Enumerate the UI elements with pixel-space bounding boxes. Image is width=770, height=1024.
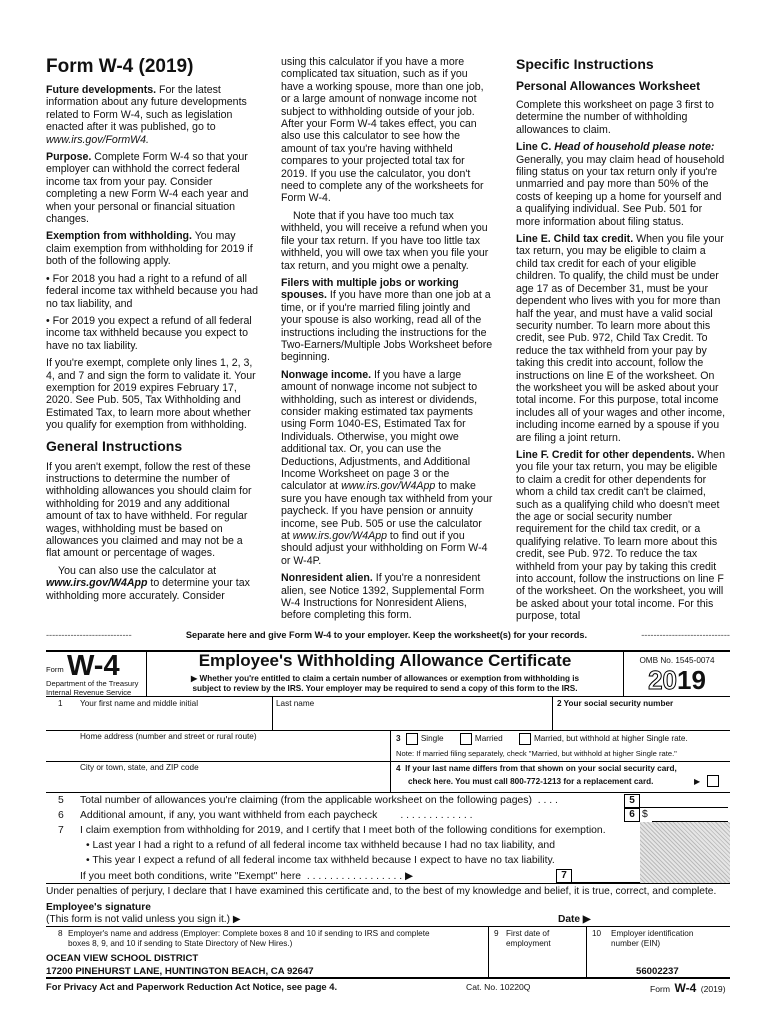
form-number: W-4 — [67, 650, 120, 682]
shaded-area — [640, 822, 730, 883]
line4-divider — [390, 761, 391, 793]
married-checkbox[interactable] — [460, 733, 472, 745]
line-6-box-label: 6 — [624, 808, 640, 822]
line-10-text-2: number (EIN) — [611, 939, 661, 948]
employer-name[interactable]: OCEAN VIEW SCHOOL DISTRICT — [46, 953, 199, 964]
general-instructions-paragraph: If you aren't exempt, follow the rest of these instructions to determine the number of withholding allowances you should claim for withholding for 2019 and any additional amount of tax to have withheld. For regular wages, withholding must be based on allowances you claimed and may not be a flat amount or percentage of wages. — [46, 460, 252, 560]
form-year — [624, 666, 730, 694]
line1-divider — [272, 697, 273, 730]
catalog-number: Cat. No. 10220Q — [466, 982, 531, 992]
instructions-column-1 — [46, 56, 258, 607]
privacy-notice: For Privacy Act and Paperwork Reduction Act Notice, see page 4. — [46, 981, 338, 992]
signature-field[interactable] — [240, 906, 540, 924]
home-address-label: Home address (number and street or rural route) — [80, 732, 257, 741]
filing-status-note: Note: If married filing separately, check "Married, but withhold at higher Single rate." — [396, 749, 677, 758]
worksheet-heading: Personal Allowances Worksheet — [516, 79, 701, 93]
line-8-number: 8 — [58, 929, 63, 938]
w4app-link[interactable]: www.irs.gov/W4App — [46, 577, 148, 590]
line-5-box-label: 5 — [624, 794, 640, 808]
footer-form-id: Form W-4 (2019) — [650, 981, 726, 995]
line-f-paragraph: Line F. Credit for other dependents. When you file your tax return, you may be eligible to claim a credit for other dependents for whom a child tax credit can't be claimed, such as a qualifying child who doesn't meet the age or social security number requirement for the child tax credit, or a qualifying relative. To learn more about this credit, see Pub. 972. To reduce the tax withheld from your pay by taking this credit into account, follow the instructions on line F of the worksheet. On the worksheet, you will be asked about your total income. For this purpose, total — [516, 448, 725, 623]
name-differs-checkbox[interactable] — [707, 775, 719, 787]
line-3-number: 3 — [396, 734, 401, 744]
dollar-sign: $ — [642, 809, 648, 820]
refund-note-paragraph: Note that if you have too much tax withheld, you will receive a refund when you file your tax return. If you have too little tax withheld, you will owe tax when you file your tax return, and you might owe a penalty. — [281, 209, 489, 272]
line3-divider — [390, 730, 391, 762]
line7-bottom-rule — [46, 883, 730, 884]
exemption-bullet-1: • For 2018 you had a right to a refund of all federal income tax withheld because you had no tax liability, and — [46, 272, 259, 310]
additional-amount-field[interactable] — [652, 808, 728, 822]
exemption-bullet-2: • For 2019 you expect a refund of all federal income tax withheld because you expect to have no tax liability. — [46, 314, 252, 352]
calculator-continued-paragraph: using this calculator if you have a more complicated tax situation, such as if you have a working spouse, more than one job, or a large amount of nonwage income not subject to withholding outside of your job. After your Form W-4 takes effect, you can also use this calculator to see how the amount of tax you're having withheld compares to your projected total tax for 2019. If you use the calculator, you don't need to complete any of the worksheets for Form W-4. — [281, 56, 484, 205]
year-bold: 19 — [677, 665, 706, 695]
calculator-paragraph: You can also use the calculator at www.irs.gov/W4App to determine your tax withholding more accurately. Consider — [46, 564, 250, 602]
first-name-label: Your first name and middle initial — [80, 699, 199, 708]
date-label: Date ▶ — [558, 914, 591, 925]
line9-divider — [488, 927, 489, 978]
multiple-jobs-paragraph: Filers with multiple jobs or working spouses. If you have more than one job at a time, or if you're married filing jointly and your spouse is also working, read all of the instructions including the instructions for the Two-Earners/Multiple Jobs Worksheet before beginning. — [281, 276, 493, 364]
exemption-paragraph: Exemption from withholding. You may claim exemption from withholding for 2019 if both of the following apply. — [46, 230, 253, 268]
omb-number: OMB No. 1545-0074 — [639, 656, 715, 665]
line-7-bullet-2: • This year I expect a refund of all federal income tax withheld because I expect to have no tax liability. — [86, 855, 555, 866]
exempt-details-paragraph: If you're exempt, complete only lines 1, 2, 3, 4, and 7 and sign the form to validate it. Your exemption for 2019 expires February 17, 2020. See Pub. 505, Tax Withholding and Estimated Tax, to learn more about whether you qualify for exemption from withholding. — [46, 357, 256, 432]
form-word: Form — [46, 665, 64, 674]
line-8-text-2: boxes 8, 9, and 10 if sending to State Directory of New Hires.) — [68, 939, 293, 948]
line-7-text: I claim exemption from withholding for 2019, and I certify that I meet both of the following conditions for exemption. — [80, 825, 606, 836]
signature-label: Employee's signature — [46, 902, 151, 913]
line-e-paragraph: Line E. Child tax credit. When you file your tax return, you may be eligible to claim a child tax credit for each of your eligible children. To qualify, the child must be under age 17 as of December 31, must be your dependent who lives with you for more than half the year, and must have a valid social security number. To learn more about this credit, see Pub. 972, Child Tax Credit. To reduce the tax withheld from your pay by taking this credit into account, follow the instructions on line E of the worksheet. On the worksheet you will be asked about your total income. For this purpose, total income includes all of your wages and other income, including income earned by a spouse if you are filing a joint return. — [516, 233, 726, 444]
line-1-number: 1 — [58, 699, 63, 708]
instructions-column-3 — [516, 56, 728, 628]
line4-bottom-rule — [46, 792, 730, 793]
department-label: Department of the Treasury — [46, 679, 139, 688]
last-name-field[interactable] — [276, 709, 550, 729]
filing-status-row — [396, 733, 688, 745]
single-label: Single — [420, 734, 444, 744]
line-5-number: 5 — [58, 795, 64, 806]
first-name-field[interactable] — [80, 709, 270, 729]
general-instructions-heading: General Instructions — [46, 437, 183, 454]
line-4-text-2: check here. You must call 800-772-1213 for a replacement card. — [408, 777, 654, 786]
header-bottom-rule — [46, 696, 730, 697]
certificate-subtitle: ▶ Whether you're entitled to claim a certain number of allowances or exemption from withholding is subject to review by the IRS. Your employer may be required to send a copy of this form to the IRS. — [190, 674, 580, 693]
line-9-number: 9 — [494, 929, 499, 938]
married-label: Married — [474, 734, 503, 744]
future-developments-paragraph: Future developments. For the latest information about any future developments related to Form W-4, such as legislation enacted after it was published, go to www.irs.gov/FormW4. — [46, 84, 247, 146]
line-c-paragraph: Line C. Head of household please note: Generally, you may claim head of household filing status on your tax return only if you're unmarried and pay more than 50% of the costs of keeping up a home for yourself and a qualifying individual. See Pub. 501 for more information about filing status. — [516, 141, 725, 228]
city-state-zip-field[interactable] — [80, 773, 386, 791]
line-4-text-1: 4 If your last name differs from that shown on your social security card, — [396, 764, 677, 773]
line-4-number: 4 — [396, 764, 401, 773]
ssn-label: 2 Your social security number — [557, 699, 674, 708]
line-7-box-label: 7 — [556, 869, 572, 883]
instructions-column-2 — [281, 56, 493, 627]
ssn-field[interactable] — [557, 709, 729, 729]
single-checkbox[interactable] — [406, 733, 418, 745]
line10-divider — [586, 927, 587, 978]
first-date-field[interactable] — [494, 952, 584, 976]
separator-dashes-right: ----------------------------- — [641, 630, 730, 640]
ssn-divider — [552, 697, 553, 730]
formw4-link[interactable]: www.irs.gov/FormW4. — [46, 133, 150, 146]
perjury-statement: Under penalties of perjury, I declare that I have examined this certificate and, to the best of my knowledge and belief, it is true, correct, and complete. — [46, 886, 717, 897]
specific-instructions-heading: Specific Instructions — [516, 56, 654, 72]
irs-label: Internal Revenue Service — [46, 688, 132, 697]
line-7-bullet-1: • Last year I had a right to a refund of all federal income tax withheld because I had no tax liability, and — [86, 840, 555, 851]
line-10-text-1: Employer identification — [611, 929, 694, 938]
last-name-label: Last name — [276, 699, 315, 708]
ein-value[interactable]: 56002237 — [636, 966, 679, 977]
signature-note: (This form is not valid unless you sign it.) ▶ — [46, 914, 241, 925]
line-6-number: 6 — [58, 810, 64, 821]
employer-address[interactable]: 17200 PINEHURST LANE, HUNTINGTON BEACH, CA 92647 — [46, 966, 314, 977]
line-7-number: 7 — [58, 825, 64, 836]
line-4-arrow: ▶ — [694, 777, 701, 786]
form-title: Form W-4 (2019) — [46, 56, 194, 77]
line1-bottom-rule — [46, 730, 730, 731]
separator-line — [46, 630, 730, 640]
worksheet-paragraph: Complete this worksheet on page 3 first to determine the number of withholding allowances to claim. — [516, 99, 714, 136]
w4app-link-2[interactable]: www.irs.gov/W4App — [341, 480, 436, 493]
year-outline: 20 — [648, 665, 677, 695]
certificate-title: Employee's Withholding Allowance Certificate — [198, 651, 572, 670]
w4app-link-3[interactable]: www.irs.gov/W4App — [292, 530, 387, 543]
purpose-paragraph: Purpose. Complete Form W-4 so that your employer can withhold the correct federal income tax from your pay. Consider completing a new Form W-4 each year and when your personal or financial situation changes. — [46, 151, 249, 226]
nonwage-income-paragraph: Nonwage income. If you have a large amount of nonwage income not subject to withholding, such as interest or dividends, consider making estimated tax payments using Form 1040-ES, Estimated Tax for Individuals. Otherwise, you might owe additional tax. Or, you can use the Deductions, Adjustments, and Additional Income Worksheet on page 3 or the calculator at www.irs.gov/W4App to make sure you have enough tax withheld from your paycheck. If you have pension or annuity income, see Pub. 505 or use the calculator at www.irs.gov/W4App to find out if you should adjust your withholding on Form W-4 or W-4P. — [281, 368, 493, 567]
line-7-exempt-text: If you meet both conditions, write "Exempt" here . . . . . . . . . . . . . . . . . ▶ — [80, 871, 414, 882]
line-8-text-1: Employer's name and address (Employer: Complete boxes 8 and 10 if sending to IRS and complete — [68, 929, 430, 938]
line-6-text: Additional amount, if any, you want withheld from each paycheck . . . . . . . . . . . . . — [80, 810, 473, 821]
home-address-field[interactable] — [80, 742, 386, 760]
separator-text: Separate here and give Form W-4 to your employer. Keep the worksheet(s) for your records. — [185, 630, 588, 640]
separator-dashes-left: ---------------------------- — [46, 630, 132, 640]
line-10-number: 10 — [592, 929, 602, 938]
line3-bottom-rule — [46, 761, 730, 762]
married-higher-rate-label: Married, but withhold at higher Single rate. — [533, 734, 688, 744]
line-9-text-1: First date of — [506, 929, 550, 938]
nonresident-alien-paragraph: Nonresident alien. If you're a nonresident alien, see Notice 1392, Supplemental Form W-4 Instructions for Nonresident Aliens, before completing this form. — [281, 572, 485, 622]
city-label: City or town, state, and ZIP code — [80, 763, 199, 772]
married-higher-rate-checkbox[interactable] — [519, 733, 531, 745]
exempt-field[interactable] — [572, 869, 640, 883]
signature-bottom-rule — [46, 926, 730, 927]
line-9-text-2: employment — [506, 939, 551, 948]
line-5-text: Total number of allowances you're claiming (from the applicable worksheet on the following pages) . . . . — [80, 795, 558, 806]
allowances-field[interactable] — [640, 794, 728, 808]
date-field[interactable] — [596, 910, 728, 924]
form-bottom-rule — [46, 977, 730, 979]
